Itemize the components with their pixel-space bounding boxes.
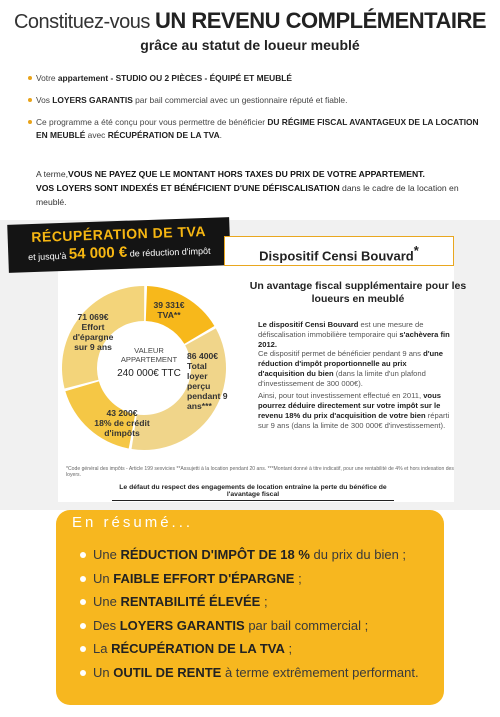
bullet-apartment	[28, 72, 488, 85]
segment-text: Total loyer perçu pendant 9 ans***	[187, 361, 228, 411]
segment-credit-label	[94, 408, 150, 438]
p3-text: Ainsi, pour tout investissement effectué en 2011,	[258, 391, 424, 400]
p3-bold: vous pourrez déduire directement sur votre impôt sur le revenu 18% du prix d'acquisition de votre bien	[258, 391, 441, 420]
item-pre: Un	[93, 570, 114, 586]
bullet-text: avec	[85, 130, 108, 140]
headline-subtitle: grâce au statut de loueur meublé	[140, 37, 360, 53]
bullet-text: Ce programme a été conçu pour vous permettre de bénéficier	[36, 117, 268, 127]
resume-list	[80, 545, 440, 686]
bullet-bold: RÉCUPÉRATION DE LA TVA	[107, 130, 220, 140]
item-post: du prix du bien ;	[309, 547, 407, 562]
segment-effort-label	[70, 312, 116, 352]
resume-item	[80, 639, 440, 663]
item-pre: Des	[93, 617, 120, 633]
advantage-title: Un avantage fiscal supplémentaire pour les loueurs en meublé	[249, 280, 467, 305]
p1-text: est une mesure de défiscalisation immobilière temporaire qui	[258, 320, 424, 339]
bullet-text: par bail commercial avec un gestionnaire réputé et fiable.	[132, 95, 348, 105]
terme-bold: VOS LOYERS SONT INDEXÉS ET BÉNÉFICIENT D'UNE DÉFISCALISATION	[36, 183, 340, 193]
segment-amount: 86 400€	[187, 351, 219, 361]
segment-text: 18% de crédit d'impôts	[94, 418, 150, 438]
resume-item	[80, 592, 440, 616]
p1-bold: Le dispositif Censi Bouvard	[258, 320, 359, 329]
item-bold: OUTIL DE RENTE	[113, 664, 222, 680]
item-pre: Une	[93, 547, 121, 562]
footnote: *Code général des impôts - Article 199 sexvicies **Assujetti à la location pendant 20 ans. ***Montant donné à titre indicatif, pour une rentabilité de 4% et hors indexation des loyers.	[66, 466, 454, 478]
headline-prefix: Constituez-vous	[13, 11, 150, 33]
bullet-text: Vos	[36, 95, 53, 105]
segment-text: Effort d'épargne sur 9 ans	[72, 322, 114, 352]
resume-item	[80, 569, 440, 593]
paragraph-2	[258, 349, 454, 389]
segment-text: TVA**	[157, 310, 181, 320]
p3-post: réparti sur 9 ans (dans la limite de 300 000€ d'investissement).	[258, 411, 450, 430]
segment-rent-label	[187, 351, 229, 411]
donut-center	[110, 346, 188, 379]
bullet-text: .	[219, 130, 222, 140]
terme-paragraph	[36, 167, 486, 209]
item-post: à terme extrêmement performant.	[221, 664, 419, 680]
headline-main	[0, 8, 500, 34]
item-post: ;	[260, 594, 268, 609]
item-pre: Un	[93, 664, 114, 680]
bullet-bold: LOYERS GARANTIS	[52, 95, 133, 105]
p2-post: (dans la limite d'un plafond d'investissement de 300 000€).	[258, 369, 426, 388]
censi-bouvard-title	[224, 236, 454, 266]
badge-amount: 54 000 €	[68, 243, 128, 263]
item-bold: FAIBLE EFFORT D'ÉPARGNE	[113, 570, 295, 586]
warning-line: Le défaut du respect des engagements de location entraîne la perte du bénéfice de l'avantage fiscal	[112, 484, 394, 501]
terme-bold: VOUS NE PAYEZ QUE LE MONTANT HORS TAXES DU PRIX DE VOTRE APPARTEMENT.	[68, 169, 425, 179]
paragraph-1	[258, 320, 454, 350]
terme-text: dans le cadre de la location en meublé.	[36, 183, 459, 207]
resume-title: En résumé...	[72, 514, 194, 531]
segment-amount: 43 200€	[106, 408, 138, 418]
p2-text: Ce dispositif permet de bénéficier pendant 9 ans	[258, 349, 424, 358]
donut-center-value: 240 000€ TTC	[117, 368, 181, 379]
censi-title-star: *	[413, 243, 419, 258]
terme-line-1	[36, 167, 486, 181]
item-bold: RÉCUPÉRATION DE LA TVA	[111, 641, 285, 656]
item-pre: La	[93, 641, 112, 656]
p1-bold2: s'achèvera fin 2012.	[258, 330, 450, 349]
item-bold: LOYERS GARANTIS	[119, 617, 245, 633]
donut-center-line2: APPARTEMENT	[120, 355, 178, 364]
segment-amount: 39 331€	[153, 300, 185, 310]
tva-badge-title: RÉCUPÉRATION DE TVA	[31, 222, 207, 246]
p2-bold: d'une réduction d'impôt proportionnelle au prix d'acquisition du bien	[258, 349, 444, 378]
feature-bullets	[28, 72, 488, 151]
donut-center-line1: VALEUR	[134, 346, 164, 355]
item-bold: RÉDUCTION D'IMPÔT DE 18 %	[120, 547, 310, 562]
badge-pre: et jusqu'à	[27, 250, 67, 263]
tva-badge	[7, 217, 231, 273]
resume-item	[80, 663, 440, 687]
headline-emphasis: UN REVENU COMPLÉMENTAIRE	[154, 8, 487, 33]
badge-post: de réduction d'impôt	[129, 245, 211, 259]
paragraph-3	[258, 391, 454, 431]
segment-tva-label	[141, 300, 197, 320]
resume-item	[80, 545, 440, 569]
item-pre: Une	[93, 594, 121, 609]
item-post: ;	[284, 641, 293, 656]
terme-text: A terme,	[36, 169, 68, 179]
bullet-bold: DU RÉGIME FISCAL AVANTAGEUX DE LA LOCATION EN MEUBLÉ	[36, 117, 479, 140]
item-post: par bail commercial ;	[244, 617, 369, 633]
headline	[0, 8, 500, 53]
bullet-tax	[28, 116, 488, 142]
item-post: ;	[294, 570, 302, 586]
bullet-bold: appartement - STUDIO OU 2 PIÈCES - ÉQUIPÉ ET MEUBLÉ	[57, 73, 292, 83]
item-bold: RENTABILITÉ ÉLEVÉE	[120, 594, 261, 609]
terme-line-2	[36, 181, 486, 209]
resume-item	[80, 616, 440, 640]
bullet-rent	[28, 94, 488, 107]
segment-amount: 71 069€	[77, 312, 109, 322]
censi-title-text: Dispositif Censi Bouvard	[259, 248, 414, 264]
bullet-text: Votre	[36, 73, 58, 83]
